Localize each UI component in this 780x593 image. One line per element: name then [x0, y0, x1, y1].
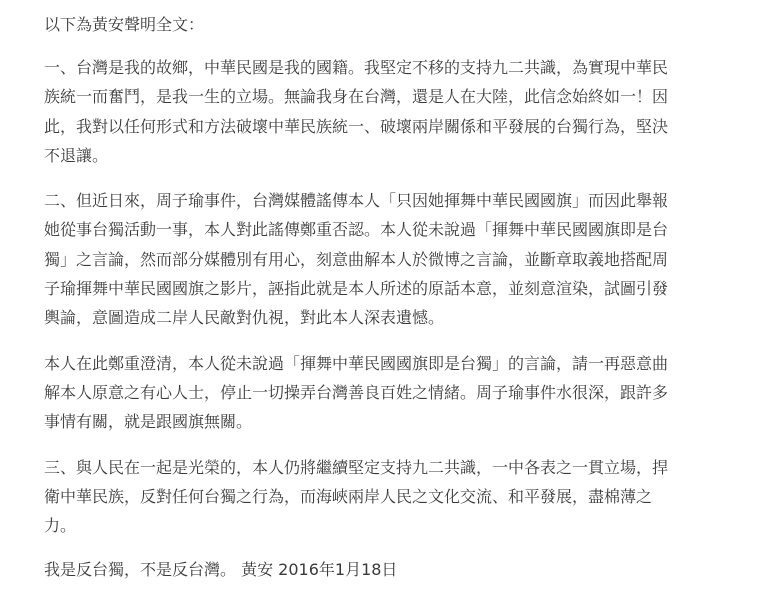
paragraph-line: 不退讓。: [44, 145, 109, 165]
paragraph-line: 輿論，意圖造成二岸人民敵對仇視，對此本人深表遺憾。: [44, 308, 445, 328]
paragraph-line: 三、與人民在一起是光榮的，本人仍將繼續堅定支持九二共識，一中各表之一貫立場，捍: [44, 457, 669, 477]
paragraph-line: 一、台灣是我的故鄉，中華民國是我的國籍。我堅定不移的支持九二共識，為實現中華民: [44, 58, 669, 77]
paragraph-line: 解本人原意之有心人士，停止一切操弄台灣善良百姓之情緒。周子瑜事件水很深，跟許多: [44, 382, 669, 402]
paragraph-line: 獨」之言論，然而部分媒體別有用心，刻意曲解本人於微博之言論，並斷章取義地搭配周: [44, 249, 669, 269]
paragraph-1: [44, 53, 766, 170]
paragraph-line: 她從事台獨活動一事，本人對此謠傳鄭重否認。本人從未說過「揮舞中華民國國旗即是台: [44, 220, 669, 240]
paragraph-4: [44, 453, 766, 541]
paragraph-line: 力。: [44, 516, 77, 536]
paragraph-line: 二、但近日來，周子瑜事件，台灣媒體謠傳本人「只因她揮舞中華民國國旗」而因此舉報: [44, 191, 669, 211]
intro-line: 以下為黃安聲明全文：: [44, 15, 205, 34]
paragraph-2: [44, 186, 766, 332]
paragraph-3: [44, 349, 766, 437]
paragraph-line: 衛中華民族，反對任何台獨之行為，而海峽兩岸人民之文化交流、和平發展，盡棉薄之: [44, 486, 653, 506]
signoff-line: 我是反台獨，不是反台灣。 黃安 2016年1月18日: [44, 560, 398, 580]
paragraph-line: 族統一而奮鬥，是我一生的立場。無論我身在台灣，還是人在大陸，此信念始終如一！因: [44, 87, 669, 107]
paragraph-line: 子瑜揮舞中華民國國旗之影片，誣指此就是本人所述的原話本意，並刻意渲染，試圖引發: [44, 279, 669, 299]
paragraph-line: 事情有關，就是跟國旗無關。: [44, 412, 253, 432]
paragraph-line: 本人在此鄭重澄清，本人從未說過「揮舞中華民國國旗即是台獨」的言論，請一再惡意曲: [44, 353, 669, 373]
paragraph-line: 此，我對以任何形式和方法破壞中華民族統一、破壞兩岸關係和平發展的台獨行為，堅決: [44, 116, 669, 136]
